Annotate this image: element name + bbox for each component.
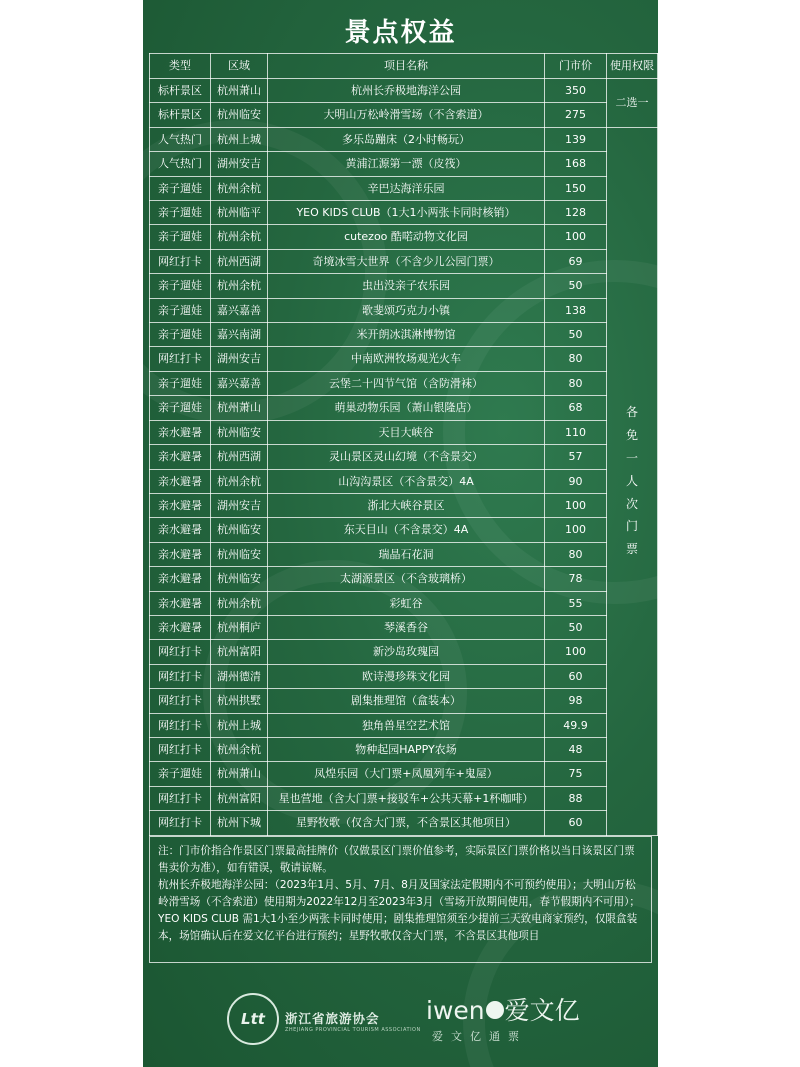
cell-area: 杭州余杭 — [211, 274, 268, 298]
table-row — [150, 274, 658, 298]
use-rights-choose-one: 二选一 — [607, 79, 658, 128]
cell-price: 50 — [545, 274, 607, 298]
cell-name: YEO KIDS CLUB（1大1小两张卡同时核销） — [268, 201, 545, 225]
table-row — [150, 152, 658, 176]
cell-type: 亲子遛娃 — [150, 323, 211, 347]
cell-price: 88 — [545, 786, 607, 810]
cell-type: 亲水避暑 — [150, 469, 211, 493]
cell-type: 网红打卡 — [150, 347, 211, 371]
cell-price: 100 — [545, 493, 607, 517]
note-details: 杭州长乔极地海洋公园：（2023年1月、5月、7月、8月及国家法定假期内不可预约使用）；大明山万松岭滑雪场（不含索道）使用期为2022年12月至2023年3月（雪场开放期间使用，春节假期内不可用）；YEO KIDS CLUB 需1大1小至少两张卡同时使用；剧集推理馆须至少提前三天致电商家预约，仅限盒装本，场馆确认后在爱文亿平台进行预约；星野牧歌仅含大门票，不含景区其他项目 — [158, 879, 640, 942]
table-row — [150, 713, 658, 737]
table-row — [150, 249, 658, 273]
cell-type: 亲水避暑 — [150, 615, 211, 639]
cell-price: 150 — [545, 176, 607, 200]
table-row — [150, 542, 658, 566]
cell-price: 100 — [545, 640, 607, 664]
cell-type: 网红打卡 — [150, 786, 211, 810]
table-row — [150, 225, 658, 249]
header-price: 门市价 — [545, 54, 607, 79]
cell-type: 亲水避暑 — [150, 445, 211, 469]
use-rights-char: 票 — [625, 542, 638, 557]
cell-area: 杭州余杭 — [211, 176, 268, 200]
cell-area: 杭州西湖 — [211, 445, 268, 469]
association-logo — [227, 993, 279, 1045]
cell-type: 亲子遛娃 — [150, 762, 211, 786]
table-row — [150, 493, 658, 517]
cell-name: 云堡二十四节气馆（含防滑袜） — [268, 371, 545, 395]
cell-type: 标杆景区 — [150, 79, 211, 103]
cell-type: 亲子遛娃 — [150, 176, 211, 200]
table-row — [150, 176, 658, 200]
table-row — [150, 640, 658, 664]
cell-area: 杭州富阳 — [211, 640, 268, 664]
brand-left: iwen — [426, 996, 485, 1025]
header-area: 区域 — [211, 54, 268, 79]
cell-area: 杭州拱墅 — [211, 689, 268, 713]
use-rights-char: 次 — [625, 496, 638, 511]
cell-name: 欧诗漫珍珠文化园 — [268, 664, 545, 688]
cell-type: 网红打卡 — [150, 664, 211, 688]
use-rights-char: 免 — [625, 428, 638, 443]
table-row — [150, 127, 658, 151]
table-row — [150, 811, 658, 835]
table-row — [150, 201, 658, 225]
cell-name: 奇境冰雪大世界（不含少儿公园门票） — [268, 249, 545, 273]
table-row — [150, 786, 658, 810]
cell-type: 人气热门 — [150, 127, 211, 151]
table-row — [150, 420, 658, 444]
cell-price: 69 — [545, 249, 607, 273]
cell-name: 多乐岛蹦床（2小时畅玩） — [268, 127, 545, 151]
cell-area: 杭州上城 — [211, 713, 268, 737]
cell-price: 50 — [545, 323, 607, 347]
cell-price: 275 — [545, 103, 607, 127]
table-row — [150, 762, 658, 786]
cell-area: 湖州安吉 — [211, 347, 268, 371]
table-row — [150, 518, 658, 542]
cell-type: 网红打卡 — [150, 249, 211, 273]
cell-name: 灵山景区灵山幻境（不含景交） — [268, 445, 545, 469]
use-rights-one-free-ticket — [607, 127, 658, 835]
cell-name: 浙北大峡谷景区 — [268, 493, 545, 517]
cell-name: cutezoo 酷喏动物文化园 — [268, 225, 545, 249]
cell-type: 亲水避暑 — [150, 591, 211, 615]
cell-name: 大明山万松岭滑雪场（不含索道） — [268, 103, 545, 127]
cell-area: 杭州上城 — [211, 127, 268, 151]
cell-area: 杭州余杭 — [211, 737, 268, 761]
cell-price: 90 — [545, 469, 607, 493]
cell-price: 168 — [545, 152, 607, 176]
cell-price: 350 — [545, 79, 607, 103]
cell-name: 萌巢动物乐园（萧山银隆店） — [268, 396, 545, 420]
cell-area: 湖州安吉 — [211, 152, 268, 176]
cell-area: 杭州富阳 — [211, 786, 268, 810]
cell-area: 杭州余杭 — [211, 469, 268, 493]
brand-subtitle: 爱文亿通票 — [432, 1030, 527, 1043]
cell-price: 138 — [545, 298, 607, 322]
cell-price: 98 — [545, 689, 607, 713]
header-name: 项目名称 — [268, 54, 545, 79]
cell-area: 嘉兴嘉善 — [211, 371, 268, 395]
cell-price: 139 — [545, 127, 607, 151]
cell-price: 75 — [545, 762, 607, 786]
cell-area: 杭州临平 — [211, 201, 268, 225]
table-row — [150, 469, 658, 493]
cell-name: 瑞晶石花洞 — [268, 542, 545, 566]
footer — [143, 985, 658, 1055]
cell-type: 亲子遛娃 — [150, 274, 211, 298]
cell-name: 太湖源景区（不含玻璃桥） — [268, 567, 545, 591]
cell-type: 亲水避暑 — [150, 542, 211, 566]
table-header-row — [150, 54, 658, 79]
cell-type: 亲子遛娃 — [150, 225, 211, 249]
header-use: 使用权限 — [607, 54, 658, 79]
cell-area: 杭州临安 — [211, 542, 268, 566]
table-row — [150, 79, 658, 103]
table-row — [150, 737, 658, 761]
association-name: 浙江省旅游协会 — [285, 1011, 380, 1026]
use-rights-char: 各 — [625, 405, 638, 420]
cell-price: 49.9 — [545, 713, 607, 737]
cell-area: 杭州余杭 — [211, 591, 268, 615]
cell-price: 100 — [545, 518, 607, 542]
cell-price: 80 — [545, 371, 607, 395]
cell-area: 杭州临安 — [211, 420, 268, 444]
cell-area: 湖州德清 — [211, 664, 268, 688]
cell-area: 杭州萧山 — [211, 396, 268, 420]
cell-price: 60 — [545, 811, 607, 835]
association-en-name: ZHEJIANG PROVINCIAL TOURISM ASSOCIATION — [285, 1027, 421, 1033]
cell-type: 亲水避暑 — [150, 493, 211, 517]
logo-text: Ltt — [241, 1010, 265, 1028]
cell-area: 杭州临安 — [211, 103, 268, 127]
cell-type: 网红打卡 — [150, 811, 211, 835]
table-body — [150, 79, 658, 836]
cell-area: 杭州桐庐 — [211, 615, 268, 639]
cell-price: 55 — [545, 591, 607, 615]
cell-area: 嘉兴嘉善 — [211, 298, 268, 322]
cell-area: 杭州下城 — [211, 811, 268, 835]
table-row — [150, 396, 658, 420]
cell-name: 天目大峡谷 — [268, 420, 545, 444]
cell-name: 歌斐颂巧克力小镇 — [268, 298, 545, 322]
cell-price: 100 — [545, 225, 607, 249]
cell-area: 湖州安吉 — [211, 493, 268, 517]
table-row — [150, 445, 658, 469]
cell-name: 琴溪香谷 — [268, 615, 545, 639]
cell-type: 亲子遛娃 — [150, 371, 211, 395]
table-row — [150, 664, 658, 688]
brand-logo — [426, 997, 580, 1025]
table-row — [150, 615, 658, 639]
table-row — [150, 298, 658, 322]
cell-price: 110 — [545, 420, 607, 444]
use-rights-char: 一 — [625, 451, 638, 465]
cell-type: 标杆景区 — [150, 103, 211, 127]
cell-name: 虫出没亲子农乐园 — [268, 274, 545, 298]
table-row — [150, 591, 658, 615]
cell-type: 亲子遛娃 — [150, 298, 211, 322]
cell-name: 剧集推理馆（盒装本） — [268, 689, 545, 713]
cell-price: 57 — [545, 445, 607, 469]
cell-area: 杭州西湖 — [211, 249, 268, 273]
cell-price: 80 — [545, 542, 607, 566]
cell-name: 凤煌乐园（大门票+凤凰列车+鬼屋） — [268, 762, 545, 786]
rights-table — [149, 53, 658, 836]
cell-price: 78 — [545, 567, 607, 591]
use-rights-char: 人 — [625, 473, 638, 488]
cell-type: 网红打卡 — [150, 640, 211, 664]
cell-type: 网红打卡 — [150, 689, 211, 713]
table-row — [150, 323, 658, 347]
cell-name: 物种起园HAPPY农场 — [268, 737, 545, 761]
brand-right: 爱文亿 — [504, 996, 580, 1025]
table-row — [150, 371, 658, 395]
cell-type: 网红打卡 — [150, 737, 211, 761]
poster — [143, 0, 658, 1067]
cell-type: 亲子遛娃 — [150, 201, 211, 225]
cell-type: 亲水避暑 — [150, 567, 211, 591]
cell-type: 人气热门 — [150, 152, 211, 176]
cell-name: 彩虹谷 — [268, 591, 545, 615]
cell-name: 星也营地（含大门票+接驳车+公共天幕+1杯咖啡） — [268, 786, 545, 810]
cell-name: 独角兽星空艺术馆 — [268, 713, 545, 737]
cell-name: 新沙岛玫瑰园 — [268, 640, 545, 664]
cell-name: 星野牧歌（仅含大门票，不含景区其他项目） — [268, 811, 545, 835]
cell-name: 中南欧洲牧场观光火车 — [268, 347, 545, 371]
table-row — [150, 689, 658, 713]
cell-area: 杭州萧山 — [211, 762, 268, 786]
table-row — [150, 103, 658, 127]
cell-area: 杭州临安 — [211, 567, 268, 591]
cell-price: 68 — [545, 396, 607, 420]
cell-price: 60 — [545, 664, 607, 688]
brand-dot-icon — [486, 1001, 504, 1019]
cell-type: 网红打卡 — [150, 713, 211, 737]
table-row — [150, 347, 658, 371]
cell-name: 东天目山（不含景交）4A — [268, 518, 545, 542]
cell-type: 亲水避暑 — [150, 518, 211, 542]
cell-price: 50 — [545, 615, 607, 639]
cell-name: 辛巴达海洋乐园 — [268, 176, 545, 200]
cell-type: 亲子遛娃 — [150, 396, 211, 420]
cell-name: 米开朗冰淇淋博物馆 — [268, 323, 545, 347]
cell-price: 80 — [545, 347, 607, 371]
cell-area: 嘉兴南湖 — [211, 323, 268, 347]
cell-name: 山沟沟景区（不含景交）4A — [268, 469, 545, 493]
page-title: 景点权益 — [344, 18, 457, 48]
cell-price: 128 — [545, 201, 607, 225]
table-row — [150, 567, 658, 591]
cell-area: 杭州余杭 — [211, 225, 268, 249]
header-type: 类型 — [150, 54, 211, 79]
cell-price: 48 — [545, 737, 607, 761]
notes-box — [149, 836, 652, 963]
note-disclaimer: 注：门市价指合作景区门票最高挂牌价（仅做景区门票价值参考，实际景区门票价格以当日该景区门票售卖价为准），如有错误，敬请谅解。 — [158, 845, 635, 874]
use-rights-char: 门 — [625, 519, 638, 534]
cell-type: 亲水避暑 — [150, 420, 211, 444]
cell-name: 黄浦江源第一漂（皮筏） — [268, 152, 545, 176]
cell-area: 杭州临安 — [211, 518, 268, 542]
cell-area: 杭州萧山 — [211, 79, 268, 103]
cell-name: 杭州长乔极地海洋公园 — [268, 79, 545, 103]
